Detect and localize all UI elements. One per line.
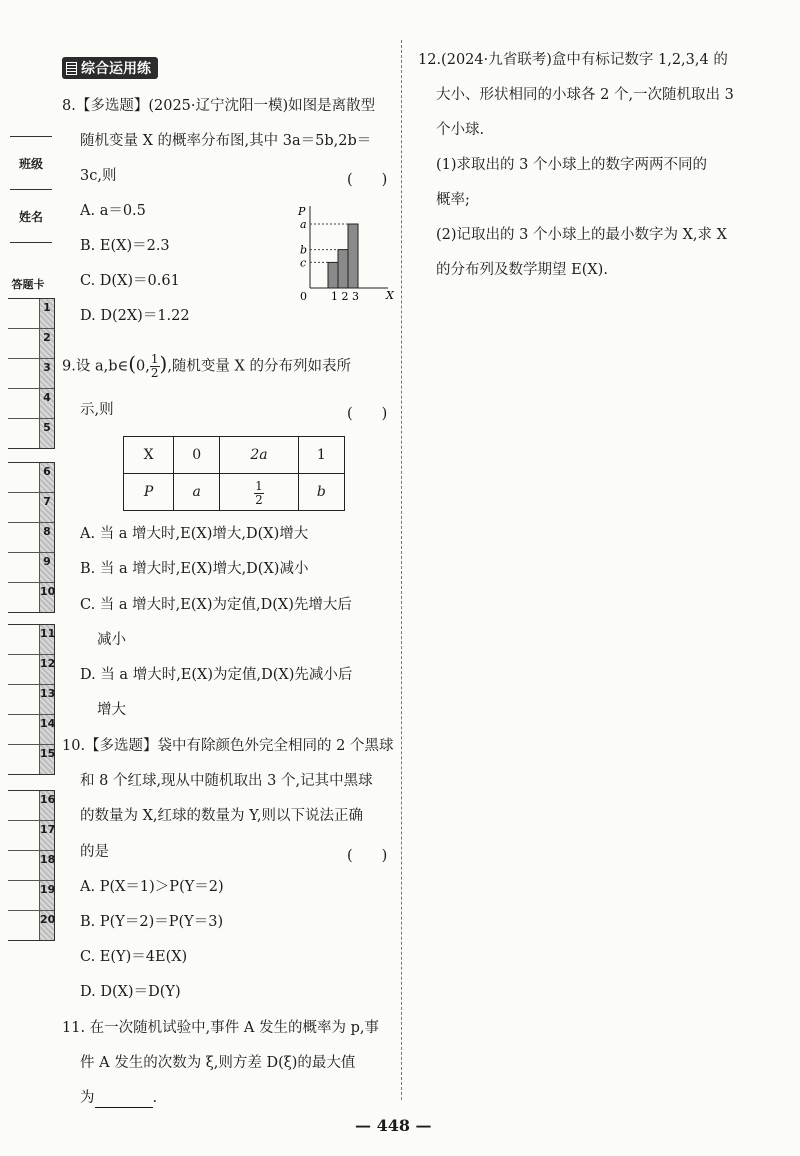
section-badge — [62, 57, 158, 79]
q11-line-3: 为 . — [80, 1090, 158, 1106]
q12-line: 12.(2024·九省联考)盒中有标记数字 1,2,3,4 的 — [418, 52, 728, 68]
q8-line: 随机变量 X 的概率分布图,其中 3a＝5b,2b＝ — [80, 133, 372, 149]
q10-option-d: D. D(X)＝D(Y) — [80, 984, 181, 1000]
answer-slot[interactable]: 18 — [8, 851, 54, 881]
q11-answer-blank[interactable] — [95, 1091, 153, 1108]
answer-card-title: 答题卡 — [11, 278, 45, 291]
class-field[interactable] — [10, 136, 52, 190]
q9-distribution-table — [123, 436, 345, 511]
table-cell: 1 — [298, 437, 344, 474]
y-tick-label-c: c — [300, 256, 307, 270]
y-tick-label-b: b — [300, 243, 308, 257]
answer-slot[interactable]: 4 — [8, 389, 54, 419]
q10-line: 的是 — [80, 844, 109, 860]
answer-slot[interactable]: 15 — [8, 745, 54, 774]
q9-option-d-cont: 增大 — [97, 702, 126, 718]
answer-group-1 — [8, 298, 55, 449]
q12-line: 的分布列及数学期望 E(X). — [436, 262, 608, 278]
q10-option-c: C. E(Y)＝4E(X) — [80, 949, 188, 965]
answer-slot[interactable]: 17 — [8, 821, 54, 851]
q12-line: (2)记取出的 3 个小球上的最小数字为 X,求 X — [436, 227, 727, 243]
bar-x-2 — [338, 250, 348, 288]
q8-option-d: D. D(2X)＝1.22 — [80, 308, 190, 324]
answer-group-4 — [8, 790, 55, 941]
answer-slot[interactable]: 5 — [8, 419, 54, 448]
q10-option-b: B. P(Y＝2)＝P(Y＝3) — [80, 914, 224, 930]
q8-answer-paren[interactable]: ( ) — [347, 172, 388, 188]
answer-slot[interactable]: 2 — [8, 329, 54, 359]
q10-option-a: A. P(X＝1)＞P(Y＝2) — [80, 879, 224, 895]
section-title: 综合运用练 — [81, 61, 151, 77]
y-axis-label: P — [298, 205, 306, 218]
page-number: — 448 — — [355, 1116, 432, 1135]
q8-option-b: B. E(X)＝2.3 — [80, 238, 170, 254]
x-axis-label: X — [386, 289, 394, 302]
notebook-icon — [66, 62, 77, 75]
answer-slot[interactable]: 19 — [8, 881, 54, 911]
answer-slot[interactable]: 14 — [8, 715, 54, 745]
table-cell: P — [124, 474, 174, 511]
origin-label: 0 — [300, 290, 307, 303]
q9-line-2: 示,则 — [80, 402, 114, 418]
q11-line: 11. 在一次随机试验中,事件 A 发生的概率为 p,事 — [62, 1020, 379, 1036]
q9-option-d: D. 当 a 增大时,E(X)为定值,D(X)先减小后 — [80, 667, 353, 683]
answer-slot[interactable]: 20 — [8, 911, 54, 940]
answer-slot[interactable]: 10 — [8, 583, 54, 612]
q9-option-b: B. 当 a 增大时,E(X)增大,D(X)减小 — [80, 561, 309, 577]
q8-probability-chart — [288, 200, 396, 306]
table-row — [124, 437, 345, 474]
q8-line: 8.【多选题】(2025·辽宁沈阳一模)如图是离散型 — [62, 98, 376, 114]
q8-line: 3c,则 — [80, 168, 117, 184]
q10-answer-paren[interactable]: ( ) — [347, 848, 388, 864]
q9-answer-paren[interactable]: ( ) — [347, 406, 388, 422]
q12-line: (1)求取出的 3 个小球上的数字两两不同的 — [436, 157, 707, 173]
table-cell: 0 — [174, 437, 220, 474]
y-tick-label-a: a — [300, 218, 307, 231]
q9-option-c-cont: 减小 — [97, 632, 126, 648]
q9-option-a: A. 当 a 增大时,E(X)增大,D(X)增大 — [80, 526, 309, 542]
q8-option-a: A. a＝0.5 — [80, 203, 146, 219]
q12-line: 个小球. — [436, 122, 485, 138]
answer-slot[interactable]: 11 — [8, 625, 54, 655]
q9-line-1: 9.设 a,b∈(0, $\frac{1}{2}$ ),随机变量 X 的分布列如表所 — [62, 351, 351, 380]
answer-slot[interactable]: 16 — [8, 791, 54, 821]
q12-line: 概率; — [436, 192, 470, 208]
table-cell: X — [124, 437, 174, 474]
table-cell: $\frac{1}{2}$ — [220, 474, 298, 511]
answer-slot[interactable]: 7 — [8, 493, 54, 523]
answer-group-3 — [8, 624, 55, 775]
answer-slot[interactable]: 8 — [8, 523, 54, 553]
q10-line: 的数量为 X,红球的数量为 Y,则以下说法正确 — [80, 808, 363, 824]
q12-line: 大小、形状相同的小球各 2 个,一次随机取出 3 — [436, 87, 734, 103]
q9-option-c: C. 当 a 增大时,E(X)为定值,D(X)先增大后 — [80, 597, 352, 613]
q8-option-c: C. D(X)＝0.61 — [80, 273, 180, 289]
table-cell: a — [174, 474, 220, 511]
table-cell: 2a — [220, 437, 298, 474]
answer-slot[interactable]: 6 — [8, 463, 54, 493]
fraction-half: $\frac{1}{2}$ — [150, 352, 159, 380]
answer-slot[interactable]: 3 — [8, 359, 54, 389]
bar-x-3 — [348, 224, 358, 288]
q10-line: 和 8 个红球,现从中随机取出 3 个,记其中黑球 — [80, 773, 373, 789]
x-tick-labels: 1 2 3 — [331, 290, 359, 303]
name-field[interactable] — [10, 190, 52, 243]
table-cell: b — [298, 474, 344, 511]
answer-group-2 — [8, 462, 55, 613]
answer-slot[interactable]: 13 — [8, 685, 54, 715]
table-row — [124, 474, 345, 511]
class-label: 班级 — [18, 156, 43, 171]
name-label: 姓名 — [18, 209, 43, 224]
answer-slot[interactable]: 12 — [8, 655, 54, 685]
column-divider — [401, 40, 402, 1100]
bar-x-1 — [328, 262, 338, 288]
answer-slot[interactable]: 1 — [8, 299, 54, 329]
answer-slot[interactable]: 9 — [8, 553, 54, 583]
q10-line: 10.【多选题】袋中有除颜色外完全相同的 2 个黑球 — [62, 738, 394, 754]
q11-line: 件 A 发生的次数为 ξ,则方差 D(ξ)的最大值 — [80, 1055, 356, 1071]
